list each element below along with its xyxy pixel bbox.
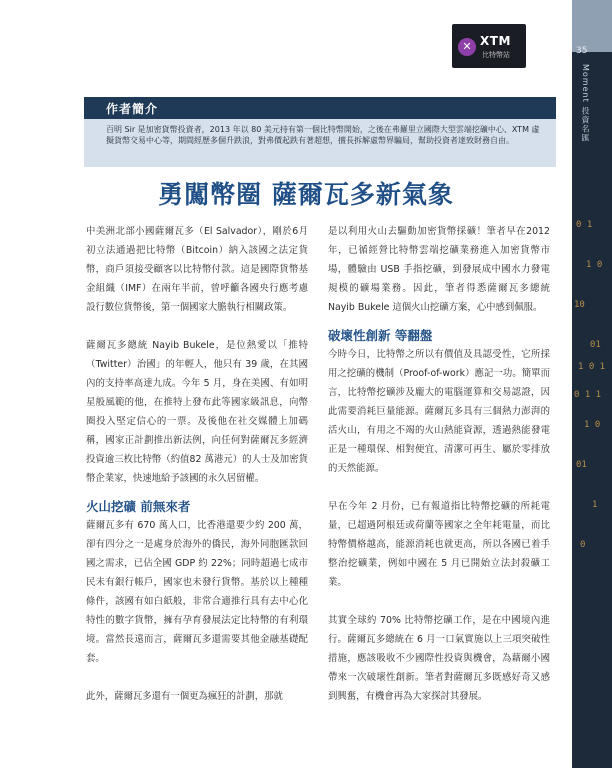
logo-subtitle: 比特幣站: [482, 51, 510, 59]
paragraph: 其實全球約 70% 比特幣挖礦工作，是在中國境內進行。薩爾瓦多總統在 6 月一口氣實施以上三項突破性措施，應該吸收不少國際性投資與機會，為藉爾小國帶來一次破壞性創新。筆者對薩爾瓦多既感好奇又感到興奮，有機會再為大家探討其發展。: [328, 615, 550, 702]
paragraph: 此外，薩爾瓦多還有一個更為瘋狂的計劃，那就: [86, 691, 283, 702]
paragraph: 薩爾瓦多有 670 萬人口，比香港還要少約 200 萬，卻有四分之一是處身於海外的僑民，海外同胞匯款回國之需求，已佔全國 GDP 約 22%；同時超過七成市民未有銀行帳戶，國家也未發行貨幣。基於以上種種條件，該國有如白紙般，非常合適推行具有去中心化特性的數字貨幣，擁有孕育發展法定比特幣的有利環境。當然長遠而言，薩爾瓦多還需要其他金融基礎配套。: [86, 520, 308, 664]
section-vertical-label: Moment 投資名匯: [581, 64, 590, 143]
page-number: 35: [576, 46, 588, 56]
right-column: [328, 222, 550, 706]
xtm-logo: [452, 24, 526, 68]
author-box: [84, 97, 556, 167]
paragraph: 薩爾瓦多總統 Nayib Bukele，是位熱愛以「推特（Twitter）治國」的年輕人，他只有 39 歲，在其國內的支持率高達九成。今年 5 月，身在美國、有如明星般風範的他，在推特上發布此等國家級訊息，向幣圈投入堅定信心的一票。及後他在社交媒體上加碼稱，國家正計劃推出新法例，向任何對薩爾瓦多經濟投資逾三枚比特幣（約值82 萬港元）的人士及加密貨幣企業家，快速地給予該國的永久居留權。: [86, 340, 308, 484]
binary-pattern-decoration: 0 1 1 0 10 01 1 0 1 0 1 1 1 0 01 1 0: [574, 220, 606, 550]
left-column: [86, 222, 308, 706]
logo-name: XTM: [480, 34, 511, 48]
paragraph: 早在今年 2 月份，已有報道指比特幣挖礦的所耗電量，已超過阿根廷或荷蘭等國家之全年耗電量，而比特幣價格越高，能源消耗也就更高，所以各國已着手整治挖礦業，例如中國在 5 月已開始立法封殺礦工業。: [328, 501, 550, 588]
author-box-text: 百明 Sir 是加密貨幣投資者，2013 年以 80 美元持有第一個比特幣開始，之後在弗羅里立國際大型雲端挖礦中心、XTM 虛擬貨幣交易中心等，期間經歷多個升跌浪，對弗價起跌有著超想，擅長拆解虛幣界騙局，幫助投資者達致財務自由。: [106, 125, 540, 145]
side-band: [572, 0, 612, 768]
author-box-header: [84, 97, 556, 119]
section-heading: 破壞性創新 等翻盤: [328, 328, 433, 343]
article-title: 勇闖幣圈 薩爾瓦多新氣象: [158, 180, 454, 209]
paragraph: 中美洲北部小國薩爾瓦多（El Salvador），剛於6月初立法通過把比特幣（Bitcoin）納入該國之法定貨幣，商戶須接受顧客以比特幣付款。這是國際貨幣基金組織（IMF）在兩年半前，曾呼籲各國央行應考慮設行數位貨幣後，第一個國家大膽執行相關政策。: [86, 226, 308, 313]
paragraph: 今時今日，比特幣之所以有價值及具認受性，它所採用之挖礦的機制（Proof-of-work）應記一功。簡單而言，比特幣挖礦涉及龐大的電腦運算和交易認證，因此需要消耗巨量能源。薩爾瓦多具有三個熱力澎湃的活火山，有用之不竭的火山熱能資源，透過熱能發電正是一種環保、相對便宜、清潔可再生、屬於零排放的天然能源。: [328, 349, 550, 474]
author-box-title: 作者簡介: [106, 102, 159, 116]
xtm-mark-icon: ✕: [458, 38, 476, 56]
paragraph: 是以利用火山去驅動加密貨幣採礦！筆者早在2012 年，已循經營比特幣雲端挖礦業務進入加密貨幣市場，體驗由 USB 手指挖礦，到發展成中國水力發電規模的礦場業務。因此，筆者得悉薩爾瓦多總統 Nayib Bukele 這個火山挖礦方案，心中感到佩服。: [328, 226, 550, 313]
section-heading: 火山挖礦 前無來者: [86, 499, 191, 514]
